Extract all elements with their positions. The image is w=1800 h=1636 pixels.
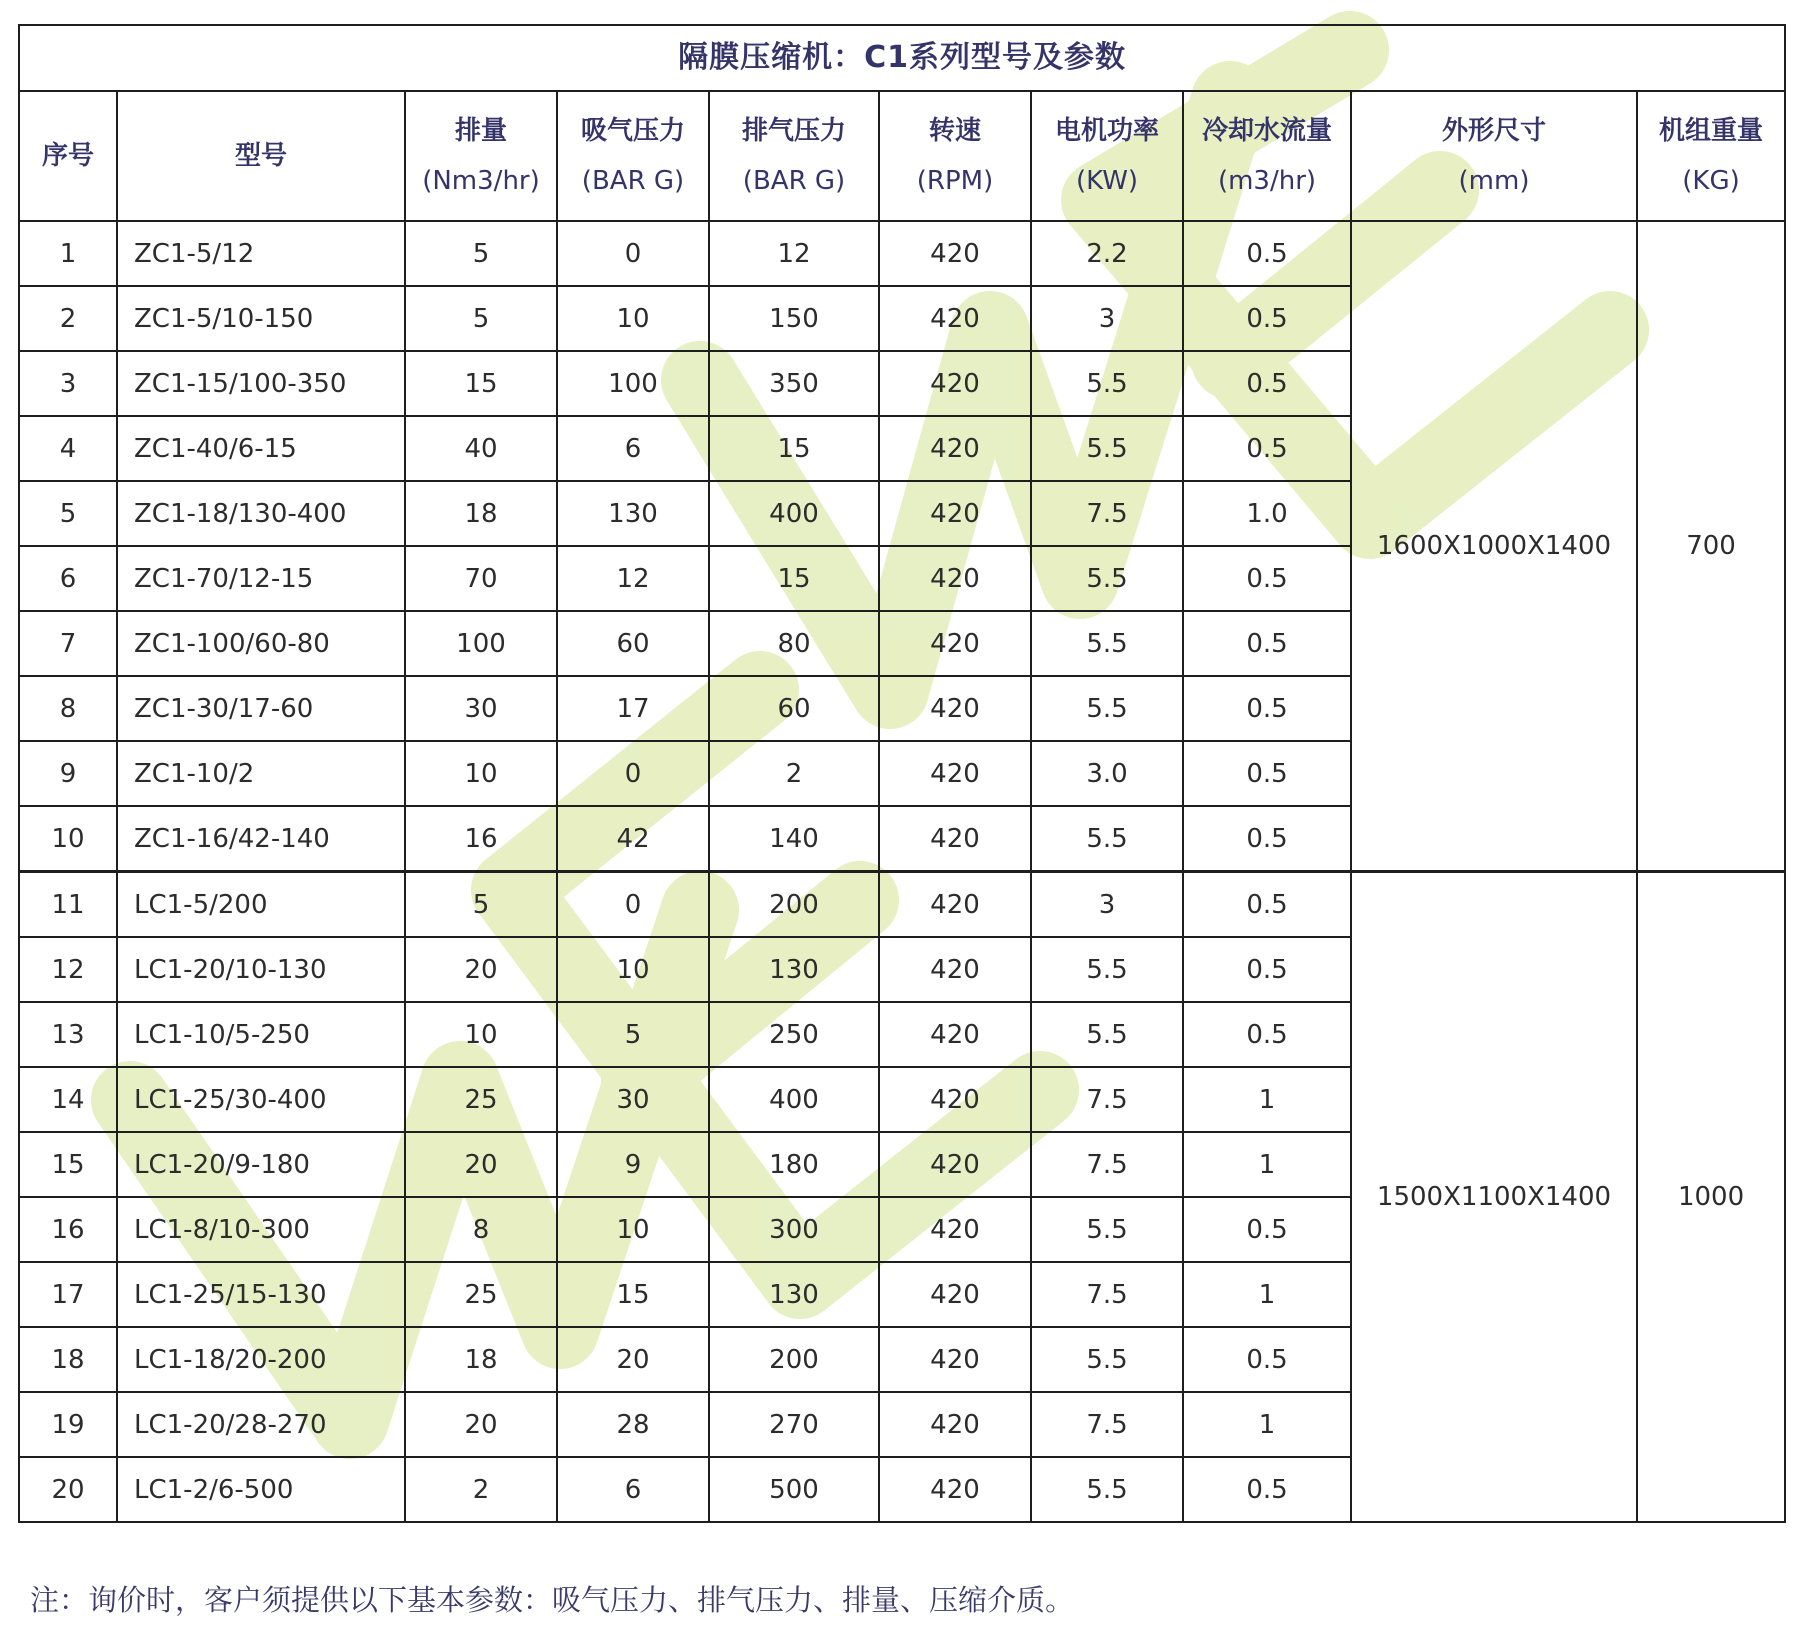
- cell-flow: 20: [405, 1392, 557, 1457]
- cell-suction: 100: [557, 351, 709, 416]
- cell-water: 0.5: [1183, 351, 1351, 416]
- cell-discharge: 500: [709, 1457, 879, 1522]
- cell-speed: 420: [879, 1457, 1031, 1522]
- header-model-label: 型号: [234, 141, 287, 171]
- cell-flow: 16: [405, 806, 557, 872]
- cell-power: 5.5: [1031, 676, 1183, 741]
- cell-model: LC1-2/6-500: [117, 1457, 405, 1522]
- cell-speed: 420: [879, 1392, 1031, 1457]
- cell-flow: 25: [405, 1067, 557, 1132]
- spec-table: [18, 24, 1786, 1523]
- cell-flow: 70: [405, 546, 557, 611]
- cell-discharge: 130: [709, 1262, 879, 1327]
- cell-speed: 420: [879, 221, 1031, 286]
- cell-flow: 15: [405, 351, 557, 416]
- cell-no: 6: [19, 546, 117, 611]
- cell-discharge: 300: [709, 1197, 879, 1262]
- cell-model: LC1-10/5-250: [117, 1002, 405, 1067]
- cell-suction: 10: [557, 937, 709, 1002]
- cell-no: 9: [19, 741, 117, 806]
- cell-suction: 30: [557, 1067, 709, 1132]
- header-suction-pressure-unit: (BAR G): [581, 166, 685, 196]
- cell-flow: 10: [405, 1002, 557, 1067]
- cell-water: 0.5: [1183, 937, 1351, 1002]
- cell-power: 5.5: [1031, 611, 1183, 676]
- cell-speed: 420: [879, 481, 1031, 546]
- cell-no: 18: [19, 1327, 117, 1392]
- cell-suction: 60: [557, 611, 709, 676]
- cell-flow: 5: [405, 286, 557, 351]
- cell-power: 7.5: [1031, 1262, 1183, 1327]
- cell-model: ZC1-15/100-350: [117, 351, 405, 416]
- cell-power: 2.2: [1031, 221, 1183, 286]
- cell-no: 5: [19, 481, 117, 546]
- header-discharge-pressure-unit: (BAR G): [742, 166, 846, 196]
- cell-suction: 17: [557, 676, 709, 741]
- cell-discharge: 130: [709, 937, 879, 1002]
- cell-model: ZC1-5/12: [117, 221, 405, 286]
- header-cooling-water: [1183, 91, 1351, 221]
- header-suction-pressure: [557, 91, 709, 221]
- cell-no: 7: [19, 611, 117, 676]
- cell-suction: 15: [557, 1262, 709, 1327]
- cell-speed: 420: [879, 1262, 1031, 1327]
- header-flow-label: 排量: [454, 116, 507, 146]
- cell-weight: 1000: [1637, 872, 1785, 1523]
- cell-no: 10: [19, 806, 117, 872]
- cell-no: 13: [19, 1002, 117, 1067]
- cell-dimensions: 1500X1100X1400: [1351, 872, 1637, 1523]
- cell-speed: 420: [879, 1002, 1031, 1067]
- cell-power: 3: [1031, 286, 1183, 351]
- cell-flow: 40: [405, 416, 557, 481]
- cell-power: 3.0: [1031, 741, 1183, 806]
- header-model: [117, 91, 405, 221]
- cell-model: LC1-20/9-180: [117, 1132, 405, 1197]
- cell-model: ZC1-10/2: [117, 741, 405, 806]
- cell-water: 0.5: [1183, 416, 1351, 481]
- cell-discharge: 140: [709, 806, 879, 872]
- cell-flow: 30: [405, 676, 557, 741]
- cell-flow: 100: [405, 611, 557, 676]
- cell-discharge: 250: [709, 1002, 879, 1067]
- cell-power: 7.5: [1031, 481, 1183, 546]
- cell-power: 3: [1031, 872, 1183, 938]
- cell-water: 0.5: [1183, 806, 1351, 872]
- header-suction-pressure-label: 吸气压力: [580, 116, 685, 146]
- header-discharge-pressure-label: 排气压力: [741, 116, 846, 146]
- cell-water: 0.5: [1183, 611, 1351, 676]
- cell-suction: 0: [557, 221, 709, 286]
- cell-power: 5.5: [1031, 806, 1183, 872]
- cell-water: 0.5: [1183, 741, 1351, 806]
- cell-speed: 420: [879, 286, 1031, 351]
- cell-suction: 0: [557, 872, 709, 938]
- cell-speed: 420: [879, 611, 1031, 676]
- cell-flow: 25: [405, 1262, 557, 1327]
- cell-speed: 420: [879, 1067, 1031, 1132]
- cell-speed: 420: [879, 741, 1031, 806]
- cell-suction: 6: [557, 1457, 709, 1522]
- cell-model: ZC1-100/60-80: [117, 611, 405, 676]
- table-body: [19, 221, 1785, 1522]
- cell-discharge: 350: [709, 351, 879, 416]
- cell-suction: 12: [557, 546, 709, 611]
- cell-no: 8: [19, 676, 117, 741]
- cell-flow: 2: [405, 1457, 557, 1522]
- cell-suction: 0: [557, 741, 709, 806]
- cell-water: 1: [1183, 1132, 1351, 1197]
- cell-speed: 420: [879, 937, 1031, 1002]
- cell-suction: 6: [557, 416, 709, 481]
- cell-flow: 5: [405, 221, 557, 286]
- cell-model: ZC1-16/42-140: [117, 806, 405, 872]
- cell-suction: 10: [557, 286, 709, 351]
- cell-water: 1: [1183, 1067, 1351, 1132]
- cell-power: 5.5: [1031, 1002, 1183, 1067]
- cell-discharge: 2: [709, 741, 879, 806]
- cell-no: 12: [19, 937, 117, 1002]
- cell-flow: 8: [405, 1197, 557, 1262]
- cell-power: 5.5: [1031, 1457, 1183, 1522]
- cell-no: 20: [19, 1457, 117, 1522]
- cell-power: 5.5: [1031, 546, 1183, 611]
- cell-suction: 20: [557, 1327, 709, 1392]
- cell-speed: 420: [879, 416, 1031, 481]
- cell-power: 5.5: [1031, 416, 1183, 481]
- header-speed-label: 转速: [928, 116, 981, 146]
- cell-discharge: 400: [709, 481, 879, 546]
- cell-speed: 420: [879, 351, 1031, 416]
- cell-speed: 420: [879, 1327, 1031, 1392]
- cell-water: 0.5: [1183, 286, 1351, 351]
- cell-discharge: 15: [709, 416, 879, 481]
- cell-water: 1: [1183, 1392, 1351, 1457]
- header-row: [19, 91, 1785, 221]
- cell-water: 0.5: [1183, 221, 1351, 286]
- cell-water: 0.5: [1183, 872, 1351, 938]
- cell-water: 0.5: [1183, 546, 1351, 611]
- cell-weight: 700: [1637, 221, 1785, 872]
- cell-water: 0.5: [1183, 1002, 1351, 1067]
- cell-model: ZC1-5/10-150: [117, 286, 405, 351]
- cell-discharge: 15: [709, 546, 879, 611]
- cell-no: 11: [19, 872, 117, 938]
- cell-no: 3: [19, 351, 117, 416]
- header-motor-power-unit: (KW): [1075, 166, 1139, 196]
- cell-discharge: 150: [709, 286, 879, 351]
- cell-no: 19: [19, 1392, 117, 1457]
- header-flow-unit: (Nm3/hr): [422, 166, 540, 196]
- header-speed: [879, 91, 1031, 221]
- cell-dimensions: 1600X1000X1400: [1351, 221, 1637, 872]
- cell-discharge: 180: [709, 1132, 879, 1197]
- header-cooling-water-label: 冷却水流量: [1201, 116, 1332, 146]
- cell-water: 0.5: [1183, 1457, 1351, 1522]
- header-discharge-pressure: [709, 91, 879, 221]
- header-dimensions: [1351, 91, 1637, 221]
- header-speed-unit: (RPM): [916, 166, 994, 196]
- cell-model: LC1-5/200: [117, 872, 405, 938]
- header-flow: [405, 91, 557, 221]
- cell-model: LC1-18/20-200: [117, 1327, 405, 1392]
- cell-model: ZC1-18/130-400: [117, 481, 405, 546]
- header-weight-unit: (KG): [1682, 166, 1740, 196]
- cell-discharge: 270: [709, 1392, 879, 1457]
- cell-water: 1.0: [1183, 481, 1351, 546]
- cell-no: 17: [19, 1262, 117, 1327]
- cell-water: 0.5: [1183, 676, 1351, 741]
- table-row: [19, 872, 1785, 938]
- cell-water: 0.5: [1183, 1197, 1351, 1262]
- cell-flow: 10: [405, 741, 557, 806]
- table-title: 隔膜压缩机：C1系列型号及参数: [19, 25, 1785, 91]
- cell-power: 7.5: [1031, 1132, 1183, 1197]
- cell-suction: 9: [557, 1132, 709, 1197]
- footnote: 注：询价时，客户须提供以下基本参数：吸气压力、排气压力、排量、压缩介质。: [30, 1583, 1075, 1617]
- cell-no: 15: [19, 1132, 117, 1197]
- cell-flow: 20: [405, 937, 557, 1002]
- cell-power: 7.5: [1031, 1067, 1183, 1132]
- header-dimensions-label: 外形尺寸: [1441, 116, 1546, 146]
- cell-no: 4: [19, 416, 117, 481]
- cell-speed: 420: [879, 1197, 1031, 1262]
- header-no: [19, 91, 117, 221]
- cell-no: 2: [19, 286, 117, 351]
- cell-speed: 420: [879, 872, 1031, 938]
- cell-model: LC1-8/10-300: [117, 1197, 405, 1262]
- cell-flow: 20: [405, 1132, 557, 1197]
- header-weight-label: 机组重量: [1659, 116, 1764, 146]
- cell-water: 0.5: [1183, 1327, 1351, 1392]
- cell-model: ZC1-30/17-60: [117, 676, 405, 741]
- header-motor-power: [1031, 91, 1183, 221]
- cell-discharge: 400: [709, 1067, 879, 1132]
- table-row: [19, 221, 1785, 286]
- cell-flow: 18: [405, 481, 557, 546]
- header-motor-power-label: 电机功率: [1054, 116, 1159, 146]
- cell-water: 1: [1183, 1262, 1351, 1327]
- header-cooling-water-unit: (m3/hr): [1217, 166, 1317, 196]
- header-dimensions-unit: (mm): [1458, 166, 1530, 196]
- cell-no: 1: [19, 221, 117, 286]
- cell-discharge: 80: [709, 611, 879, 676]
- cell-discharge: 60: [709, 676, 879, 741]
- cell-suction: 10: [557, 1197, 709, 1262]
- cell-power: 5.5: [1031, 1197, 1183, 1262]
- header-weight: [1637, 91, 1785, 221]
- cell-suction: 5: [557, 1002, 709, 1067]
- cell-flow: 5: [405, 872, 557, 938]
- cell-flow: 18: [405, 1327, 557, 1392]
- cell-suction: 42: [557, 806, 709, 872]
- cell-discharge: 200: [709, 872, 879, 938]
- cell-speed: 420: [879, 1132, 1031, 1197]
- cell-model: LC1-20/28-270: [117, 1392, 405, 1457]
- cell-suction: 28: [557, 1392, 709, 1457]
- cell-model: ZC1-70/12-15: [117, 546, 405, 611]
- cell-no: 16: [19, 1197, 117, 1262]
- cell-speed: 420: [879, 806, 1031, 872]
- cell-power: 5.5: [1031, 351, 1183, 416]
- cell-no: 14: [19, 1067, 117, 1132]
- cell-model: LC1-25/30-400: [117, 1067, 405, 1132]
- cell-suction: 130: [557, 481, 709, 546]
- header-no-label: 序号: [41, 141, 94, 171]
- cell-speed: 420: [879, 546, 1031, 611]
- cell-model: LC1-25/15-130: [117, 1262, 405, 1327]
- cell-power: 5.5: [1031, 937, 1183, 1002]
- cell-model: LC1-20/10-130: [117, 937, 405, 1002]
- cell-speed: 420: [879, 676, 1031, 741]
- cell-model: ZC1-40/6-15: [117, 416, 405, 481]
- cell-discharge: 200: [709, 1327, 879, 1392]
- cell-power: 5.5: [1031, 1327, 1183, 1392]
- cell-power: 7.5: [1031, 1392, 1183, 1457]
- cell-discharge: 12: [709, 221, 879, 286]
